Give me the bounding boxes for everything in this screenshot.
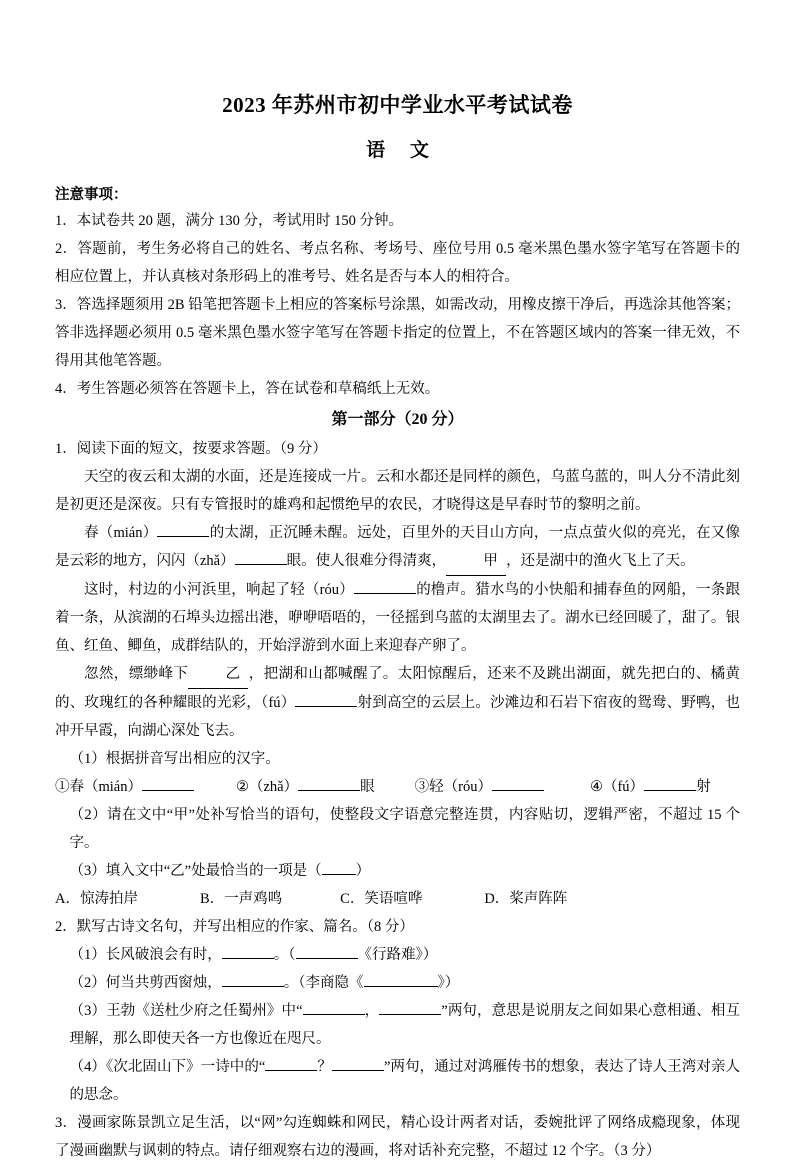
item-text: 。（ <box>273 946 296 963</box>
passage-text: 忽然，缥缈峰下 <box>84 665 189 682</box>
answer-blank-4[interactable] <box>644 775 696 791</box>
item-prompt: 春（mián） <box>69 778 142 795</box>
passage-text: 这时，村边的小河浜里，响起了轻（róu） <box>84 581 354 598</box>
question-1-pinyin-row <box>55 773 740 801</box>
passage-text: 射到高空的云层上。沙滩边和石岩下宿夜的鸳鸯、野鸭，也冲开早霞，向湖心深处飞去。 <box>55 694 740 739</box>
question-1-options <box>55 885 740 913</box>
option-text: 一声鸡鸣 <box>224 890 283 907</box>
option-text: 惊涛拍岸 <box>79 890 138 907</box>
question-2-item-4 <box>55 1053 740 1109</box>
answer-blank-choice[interactable] <box>322 859 356 875</box>
answer-blank-q2-2b[interactable] <box>364 971 438 987</box>
answer-blank-q2-2a[interactable] <box>222 971 284 987</box>
question-1-stem: 1．阅读下面的短文，按要求答题。（9 分） <box>55 440 327 457</box>
passage-text: 春（mián） <box>84 524 158 541</box>
option-text: 桨声阵阵 <box>509 890 568 907</box>
item-text: （4）《次北固山下》一诗中的“ <box>69 1058 266 1075</box>
option-letter: A． <box>55 890 80 907</box>
item-text: （3）王勃《送杜少府之任蜀州》中“ <box>69 1002 303 1019</box>
question-2-item-2 <box>55 969 740 997</box>
question-1-sub-3-label <box>55 857 740 885</box>
passage-paragraph-1: 天空的夜云和太湖的水面，还是连接成一片。云和水都还是同样的颜色，乌蓝乌蓝的，叫人分不清此刻是初更还是深夜。只有专管报时的雄鸡和起惯绝早的农民，才晓得这是早春时节的黎明之前。 <box>55 468 740 513</box>
notice-item-3: 3．答选择题须用 2B 铅笔把答题卡上相应的答案标号涂黑，如需改动，用橡皮擦干净后，再选涂其他答案；答非选择题必须用 0.5 毫米黑色墨水签字笔写在答题卡指定的位置上，不在答题区域内的答案一律无效，不得用其他笔答题。 <box>55 296 740 369</box>
option-letter: B． <box>199 890 225 907</box>
passage-text: 的太湖，正沉睡未醒。远处，百里外的天目山方向，一点点萤火似的亮光，在又像是云彩的地方，闪闪（zhǎ） <box>55 524 740 569</box>
notice-heading: 注意事项： <box>55 187 128 204</box>
passage-blank-rou <box>354 578 416 594</box>
item-number: ④ <box>589 778 603 795</box>
item-text: ”两句，意思是说朋友之间如果心意相通、相互理解，那么即使天各一方也像近在咫尺。 <box>69 1002 741 1047</box>
option-c[interactable] <box>340 885 422 913</box>
item-suffix: 眼 <box>360 778 375 795</box>
answer-blank-q2-4a[interactable] <box>265 1055 317 1071</box>
item-text: 《行路难》） <box>357 946 438 963</box>
pinyin-item-1 <box>55 773 194 801</box>
option-text: 笑语喧哗 <box>364 890 423 907</box>
item-suffix: 射 <box>696 778 711 795</box>
option-d[interactable] <box>484 885 567 913</box>
item-number: ③ <box>414 778 430 795</box>
item-prompt: 轻（róu） <box>429 778 492 795</box>
question-2-item-3 <box>55 997 740 1053</box>
passage-blank-fu <box>295 691 357 707</box>
question-2-stem: 2．默写古诗文名句，并写出相应的作家、篇名。（8 分） <box>55 918 414 935</box>
notice-item-2: 2．答题前，考生务必将自己的姓名、考点名称、考场号、座位号用 0.5 毫米黑色墨水签字笔写在答题卡的相应位置上，并认真核对条形码上的准考号、姓名是否与本人的相符合。 <box>55 240 740 285</box>
subject-title: 语 文 <box>366 140 439 162</box>
option-letter: D． <box>484 890 510 907</box>
page-content <box>55 0 740 1165</box>
item-text: ， <box>364 1002 380 1019</box>
passage-text: 的橹声。猎水鸟的小快船和捕春鱼的网船，一条跟着一条，从滨湖的石埠头边摇出港，咿咿唔唔的，一径摇到乌蓝的太湖里去了。湖水已经回暖了，甜了。银鱼、红鱼、鲫鱼，成群结队的，开始浮游到水面上来迎春产卵了。 <box>55 581 741 654</box>
item-text: （2）何当共剪西窗烛， <box>69 974 222 991</box>
option-a[interactable] <box>55 885 138 913</box>
option-letter: C． <box>340 890 365 907</box>
question-1-sub-1-label: （1）根据拼音写出相应的汉字。 <box>69 750 280 767</box>
item-number: ② <box>236 778 249 795</box>
passage-paragraph-4 <box>55 660 740 745</box>
passage-text: ，把湖和山都喊醒了。太阳惊醒后，还来不及跳出湖面，就先把白的、橘黄的、玫瑰红的各种耀眼的光彩，（fú） <box>55 665 741 711</box>
passage-paragraph-3 <box>55 576 740 660</box>
pinyin-item-3 <box>415 773 544 801</box>
passage-text: 眼。使人很难分得清爽， <box>286 552 447 569</box>
notice-item-1: 1．本试卷共 20 题，满分 130 分，考试用时 150 分钟。 <box>55 212 403 229</box>
answer-blank-3[interactable] <box>492 775 544 791</box>
answer-blank-q2-1b[interactable] <box>296 943 358 959</box>
sub-3-prompt: （3）填入文中“乙”处最恰当的一项是（ <box>69 862 322 879</box>
answer-blank-q2-3b[interactable] <box>379 999 441 1015</box>
passage-text: ，还是湖中的渔火飞上了天。 <box>506 552 695 569</box>
item-prompt: （fú） <box>602 778 645 795</box>
item-text: 。（李商隐《 <box>283 974 364 991</box>
passage-paragraph-2 <box>55 519 740 576</box>
item-number: ① <box>55 778 70 795</box>
answer-blank-2[interactable] <box>298 775 360 791</box>
notice-item-4: 4．考生答题必须答在答题卡上，答在试卷和草稿纸上无效。 <box>55 380 440 397</box>
item-text: 》） <box>437 974 460 991</box>
question-1-sub-2-label: （2）请在文中“甲”处补写恰当的语句，使整段文字语意完整连贯，内容贴切，逻辑严密，不超过 15 个字。 <box>69 806 740 851</box>
answer-blank-q2-3a[interactable] <box>303 999 365 1015</box>
item-prompt: （zhǎ） <box>249 778 299 795</box>
answer-blank-q2-1a[interactable] <box>222 943 274 959</box>
item-text: ？ <box>317 1058 332 1075</box>
item-text: ”两句，通过对鸿雁传书的想象，表达了诗人王湾对亲人的思念。 <box>69 1058 741 1103</box>
answer-blank-q2-4b[interactable] <box>332 1055 384 1071</box>
item-text: （1）长风破浪会有时， <box>69 946 222 963</box>
passage-blank-zha <box>235 549 287 565</box>
page-title: 2023 年苏州市初中学业水平考试试卷 <box>222 93 573 117</box>
answer-blank-1[interactable] <box>142 775 194 791</box>
pinyin-item-4 <box>590 773 711 801</box>
passage-marker-jia: 甲 <box>446 547 506 576</box>
question-2-item-1 <box>55 941 740 969</box>
section-heading: 第一部分（20 分） <box>331 410 464 428</box>
pinyin-item-2 <box>236 773 375 801</box>
option-b[interactable] <box>200 885 282 913</box>
passage-blank-mian <box>157 521 209 537</box>
sub-3-prompt-end: ） <box>355 862 371 879</box>
question-3-stem: 3．漫画家陈景凯立足生活，以“网”勾连蜘蛛和网民，精心设计两者对话，委婉批评了网络成瘾现象，体现了漫画幽默与讽刺的特点。请仔细观察右边的漫画，将对话补充完整，不超过 12 个字。（3 分） <box>55 1114 740 1159</box>
passage-marker-yi: 乙 <box>188 660 248 689</box>
